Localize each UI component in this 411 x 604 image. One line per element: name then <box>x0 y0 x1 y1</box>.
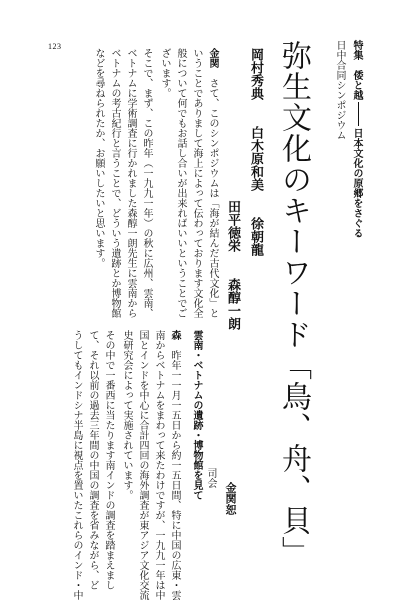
body-line: ベトナムの考古紀行と言うことで、どういう遺跡とか博物館 <box>109 48 120 318</box>
body-line: そこで、まず、この昨年（一九九一年）の秋に広州、雲南、 <box>141 48 152 318</box>
speaker-label: 森 <box>169 330 180 340</box>
participant-name: 森醇一朗 <box>225 278 240 330</box>
body-line: 般について何でもお話し合いが出来ればいいということでご <box>175 48 186 318</box>
moderator-name: 金関恕 <box>224 482 237 515</box>
body-line: いうことでありまして海上によって伝わっております文化全 <box>191 48 202 318</box>
moderator-label: 司会 <box>205 468 216 488</box>
participant-name: 田平徳栄 <box>225 200 240 252</box>
body-line: ベトナムに学術調査に行かれました森醇一朗先生に雲南から <box>125 48 136 318</box>
participant-name: 白木原和美 <box>248 126 263 191</box>
speaker-label: 金関 <box>207 48 218 68</box>
series-tag: 特集 <box>351 40 362 60</box>
dash-rule <box>358 102 359 126</box>
section-heading: 雲南・ベトナムの遺跡・博物館を見て <box>191 330 202 500</box>
body-line: その中で一番西に当たります南インドの調査を踏まえまし <box>103 330 114 590</box>
body-line: 森 昨年一一月一五日から約一五日間、特に中国の広東・雲 <box>169 330 180 600</box>
body-line: ざいます。 <box>159 48 170 98</box>
participants-row-1 <box>247 48 263 256</box>
body-line: 国とインドを中心に合計四回の海外調査が東アジア文化交流 <box>137 330 148 600</box>
main-title: 弥生文化のキーワード「鳥、舟、貝」 <box>276 40 311 567</box>
body-line: 南からベトナムをまわって来たわけですが、一九九一年は中 <box>153 330 164 600</box>
participant-name: 岡村秀典 <box>248 48 263 100</box>
participant-name: 徐朝龍 <box>248 217 263 256</box>
series-subtitle: 日本文化の原郷をさぐる <box>351 128 362 238</box>
page-number: 123 <box>48 42 62 51</box>
series-title: 倭と越 <box>351 70 362 100</box>
symposium-label: 日中合同シンポジウム <box>334 40 345 140</box>
body-line: 金関 さて、このシンポジウムは「海が結んだ古代文化」と <box>207 48 218 318</box>
series-header <box>350 40 362 238</box>
body-line: などを尋ねられたか、お願いしたいと思います。 <box>93 48 104 268</box>
body-line: うしてもインドシナ半島に視点を置いたこれらのインド・中 <box>71 330 82 600</box>
body-line: 史研究会によって実施されています。 <box>121 330 132 500</box>
body-line: て、それ以前の過去三年間の中国の調査を省みながら、ど <box>87 330 98 590</box>
participants-row-2 <box>224 200 240 330</box>
